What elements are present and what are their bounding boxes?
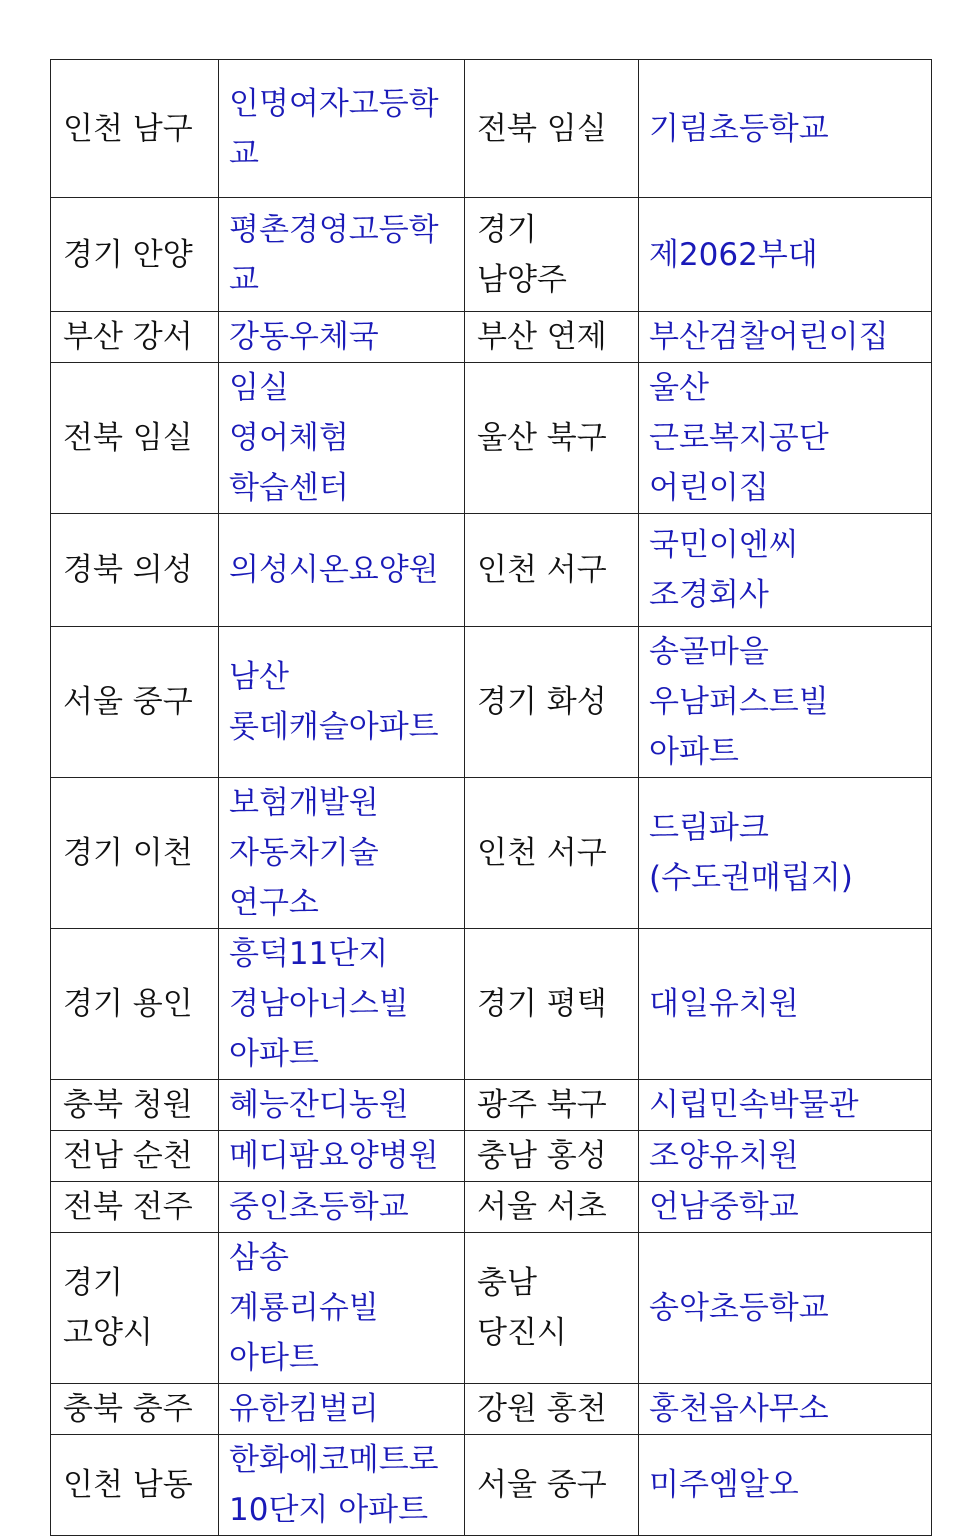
- place-cell: 메디팜요양병원: [219, 1131, 465, 1182]
- place-cell: 부산검찰어린이집: [639, 312, 932, 363]
- table-row: [51, 929, 932, 1080]
- place-cell: 울산 근로복지공단 어린이집: [639, 363, 932, 514]
- place-cell: 대일유치원: [639, 929, 932, 1080]
- place-cell: 남산 롯데캐슬아파트: [219, 627, 465, 778]
- table-row: [51, 1233, 932, 1384]
- region-cell: 경기 고양시: [51, 1233, 219, 1384]
- region-cell: 인천 서구: [465, 514, 639, 627]
- region-cell: 인천 남동: [51, 1435, 219, 1536]
- region-cell: 경기 평택: [465, 929, 639, 1080]
- place-cell: 의성시온요양원: [219, 514, 465, 627]
- region-cell: 경기 남양주: [465, 198, 639, 312]
- region-cell: 강원 홍천: [465, 1384, 639, 1435]
- place-cell: 흥덕11단지 경남아너스빌 아파트: [219, 929, 465, 1080]
- table-row: [51, 778, 932, 929]
- region-cell: 경기 안양: [51, 198, 219, 312]
- place-cell: 제2062부대: [639, 198, 932, 312]
- region-cell: 서울 중구: [465, 1435, 639, 1536]
- location-table: [50, 59, 932, 1536]
- place-cell: 한화에코메트로 10단지 아파트: [219, 1435, 465, 1536]
- table-row: [51, 514, 932, 627]
- region-cell: 인천 서구: [465, 778, 639, 929]
- place-cell: 인명여자고등학 교: [219, 60, 465, 198]
- region-cell: 인천 남구: [51, 60, 219, 198]
- table-row: [51, 1080, 932, 1131]
- region-cell: 충남 당진시: [465, 1233, 639, 1384]
- place-cell: 강동우체국: [219, 312, 465, 363]
- place-cell: 언남중학교: [639, 1182, 932, 1233]
- table-row: [51, 1435, 932, 1536]
- table-row: [51, 363, 932, 514]
- region-cell: 경북 의성: [51, 514, 219, 627]
- region-cell: 부산 강서: [51, 312, 219, 363]
- table-row: [51, 312, 932, 363]
- place-cell: 시립민속박물관: [639, 1080, 932, 1131]
- place-cell: 조양유치원: [639, 1131, 932, 1182]
- region-cell: 서울 서초: [465, 1182, 639, 1233]
- region-cell: 경기 용인: [51, 929, 219, 1080]
- place-cell: 기림초등학교: [639, 60, 932, 198]
- region-cell: 전북 전주: [51, 1182, 219, 1233]
- place-cell: 국민이엔씨 조경회사: [639, 514, 932, 627]
- region-cell: 전북 임실: [51, 363, 219, 514]
- region-cell: 부산 연제: [465, 312, 639, 363]
- region-cell: 광주 북구: [465, 1080, 639, 1131]
- region-cell: 경기 이천: [51, 778, 219, 929]
- place-cell: 유한킴벌리: [219, 1384, 465, 1435]
- region-cell: 충북 청원: [51, 1080, 219, 1131]
- table-row: [51, 1182, 932, 1233]
- place-cell: 혜능잔디농원: [219, 1080, 465, 1131]
- region-cell: 경기 화성: [465, 627, 639, 778]
- table-row: [51, 627, 932, 778]
- table-row: [51, 60, 932, 198]
- place-cell: 미주엠알오: [639, 1435, 932, 1536]
- region-cell: 전남 순천: [51, 1131, 219, 1182]
- place-cell: 송악초등학교: [639, 1233, 932, 1384]
- place-cell: 평촌경영고등학 교: [219, 198, 465, 312]
- table-row: [51, 1384, 932, 1435]
- place-cell: 임실 영어체험 학습센터: [219, 363, 465, 514]
- region-cell: 울산 북구: [465, 363, 639, 514]
- region-cell: 전북 임실: [465, 60, 639, 198]
- place-cell: 보험개발원 자동차기술 연구소: [219, 778, 465, 929]
- place-cell: 송골마을 우남퍼스트빌 아파트: [639, 627, 932, 778]
- region-cell: 서울 중구: [51, 627, 219, 778]
- table-row: [51, 198, 932, 312]
- table-body: [51, 60, 932, 1536]
- place-cell: 삼송 계룡리슈빌 아타트: [219, 1233, 465, 1384]
- region-cell: 충남 홍성: [465, 1131, 639, 1182]
- place-cell: 홍천읍사무소: [639, 1384, 932, 1435]
- place-cell: 드림파크 (수도권매립지): [639, 778, 932, 929]
- table-row: [51, 1131, 932, 1182]
- region-cell: 충북 충주: [51, 1384, 219, 1435]
- place-cell: 중인초등학교: [219, 1182, 465, 1233]
